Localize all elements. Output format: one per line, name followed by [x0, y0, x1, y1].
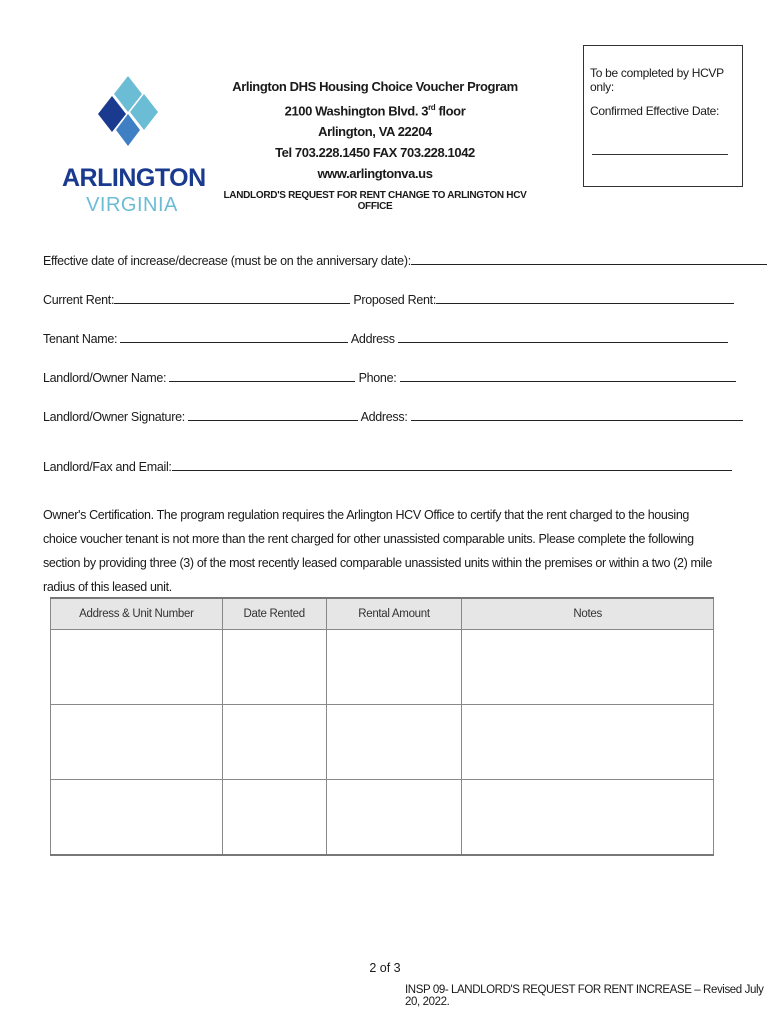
rental-amount-cell[interactable]: [326, 630, 462, 705]
owner-signature-label: Landlord/Owner Signature:: [43, 410, 189, 424]
date-rented-cell[interactable]: [222, 705, 326, 780]
date-rented-cell[interactable]: [222, 630, 326, 705]
logo-subtitle: VIRGINIA: [86, 194, 178, 216]
owner-name-field[interactable]: [169, 369, 355, 382]
confirmed-effective-date-label: Confirmed Effective Date:: [590, 104, 720, 118]
phone-fax: Tel 703.228.1450 FAX 703.228.1042: [275, 145, 475, 161]
comparable-units-table: [50, 597, 714, 856]
logo-wordmark: ARLINGTON: [62, 164, 206, 192]
office-header: [220, 76, 530, 212]
confirmed-effective-date-field[interactable]: [592, 154, 728, 155]
table-row: [51, 630, 714, 705]
table-header-row: [51, 598, 714, 630]
table-row: [51, 705, 714, 780]
website: www.arlingtonva.us: [317, 166, 433, 182]
table-row: [51, 780, 714, 856]
owner-row: [43, 369, 736, 385]
hcvp-box-title: To be completed by HCVP only:: [590, 66, 724, 94]
owner-signature-field[interactable]: [188, 408, 358, 421]
street-address: 2100 Washington Blvd. 3rd floor: [284, 103, 466, 119]
form-reference: INSP 09- LANDLORD'S REQUEST FOR RENT INCREASE – Revised July 20, 2022.: [405, 984, 764, 1008]
current-rent-field[interactable]: [114, 291, 350, 304]
owner-address-field[interactable]: [411, 408, 743, 421]
signature-row: [43, 408, 743, 424]
address-cell[interactable]: [51, 705, 223, 780]
effective-date-field[interactable]: [411, 252, 767, 265]
proposed-rent-label: Proposed Rent:: [353, 293, 436, 307]
diamond-logo-icon: [98, 76, 168, 148]
rental-amount-cell[interactable]: [326, 780, 462, 856]
owner-name-label: Landlord/Owner Name:: [43, 371, 170, 385]
tenant-address-field[interactable]: [398, 330, 728, 343]
rental-amount-cell[interactable]: [326, 705, 462, 780]
fax-email-row: [43, 458, 732, 474]
notes-cell[interactable]: [462, 705, 714, 780]
tenant-row: [43, 330, 728, 346]
column-header-rental-amount: Rental Amount: [326, 598, 462, 630]
arlington-logo: [62, 76, 206, 226]
notes-cell[interactable]: [462, 780, 714, 856]
tenant-name-field[interactable]: [120, 330, 348, 343]
address-cell[interactable]: [51, 630, 223, 705]
date-rented-cell[interactable]: [222, 780, 326, 856]
owner-certification-text: Owner's Certification. The program regulation requires the Arlington HCV Office to certify that the rent charged to the housing choice voucher tenant is not more than the rent charged for other unassisted comparable units. Please complete the following section by providing three (3) of the most recently leased comparable unassisted units within the premises or within a two (2) mile radius of this leased unit.: [43, 508, 713, 594]
tenant-name-label: Tenant Name:: [43, 332, 121, 346]
current-rent-label: Current Rent:: [43, 293, 115, 307]
proposed-rent-field[interactable]: [436, 291, 734, 304]
column-header-notes: Notes: [462, 598, 714, 630]
phone-field[interactable]: [400, 369, 736, 382]
effective-date-label: Effective date of increase/decrease (must be on the anniversary date):: [43, 254, 411, 268]
fax-email-label: Landlord/Fax and Email:: [43, 460, 172, 474]
page-number: 2 of 3: [369, 961, 401, 975]
request-title: LANDLORD'S REQUEST FOR RENT CHANGE TO ARLINGTON HCV OFFICE: [223, 190, 527, 213]
address-cell[interactable]: [51, 780, 223, 856]
phone-label: Phone:: [358, 371, 400, 385]
notes-cell[interactable]: [462, 630, 714, 705]
city-state: Arlington, VA 22204: [318, 124, 432, 140]
tenant-address-label: Address: [350, 332, 398, 346]
column-header-date-rented: Date Rented: [222, 598, 326, 630]
effective-date-row: [43, 252, 767, 268]
hcvp-only-box: [583, 45, 743, 187]
owner-address-label: Address:: [360, 410, 411, 424]
fax-email-field[interactable]: [172, 458, 732, 471]
program-name: Arlington DHS Housing Choice Voucher Program: [232, 79, 518, 94]
rent-row: [43, 291, 734, 307]
column-header-address: Address & Unit Number: [51, 598, 223, 630]
